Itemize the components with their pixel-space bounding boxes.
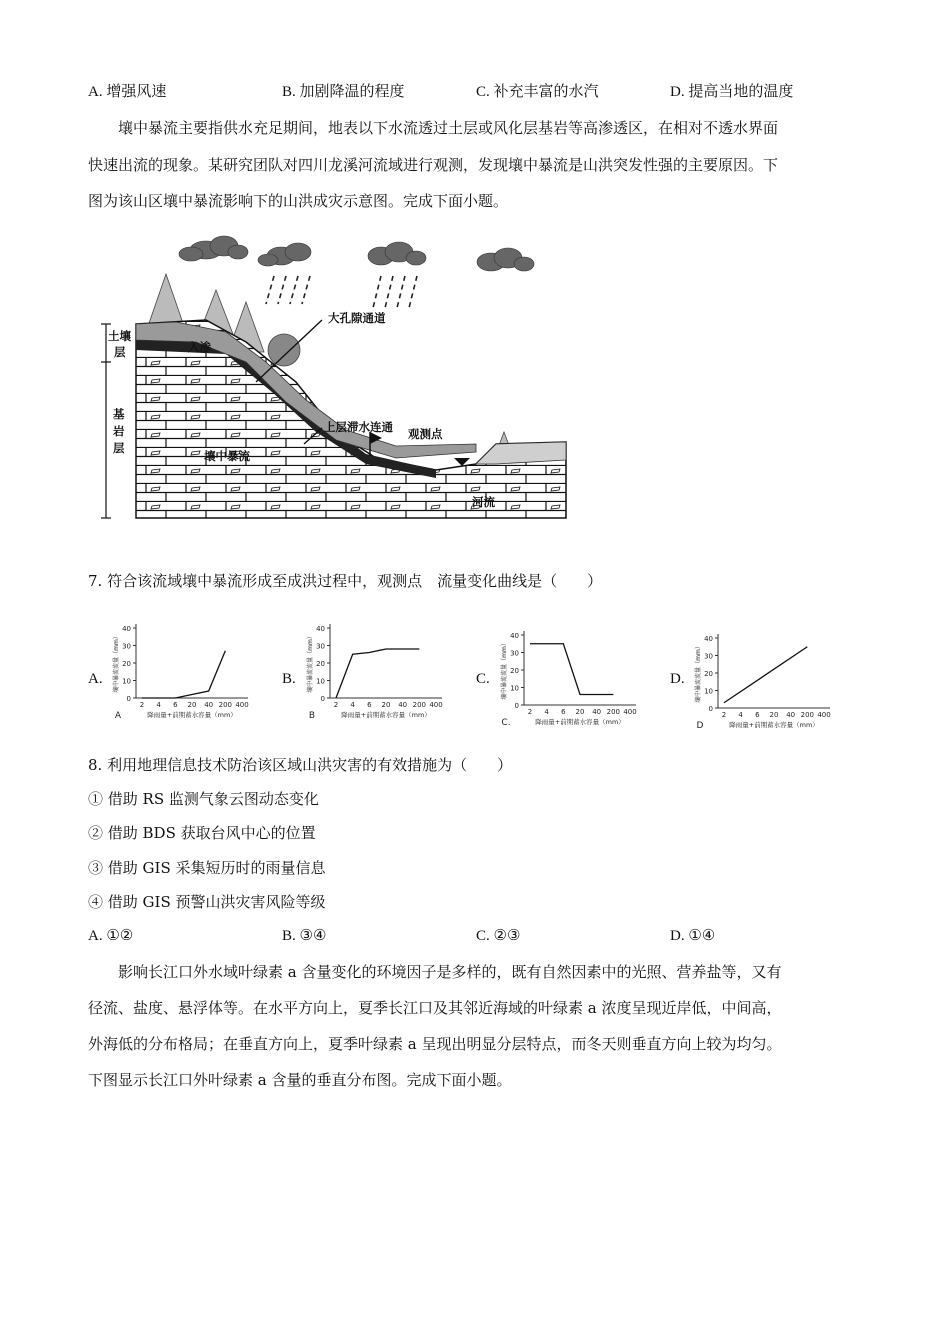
passage2-line3: 外海低的分布格局；在垂直方向上，夏季叶绿素 a 呈现出明显分层特点，而冬天则垂直方向上较为均匀。 <box>88 1035 782 1053</box>
x-tick-label: 20 <box>769 711 779 719</box>
q8-item-3: ③ 借助 GIS 采集短历时的雨量信息 <box>88 859 326 877</box>
y-tick-label: 10 <box>122 677 131 686</box>
label-observation: 观测点 <box>408 427 443 441</box>
x-tick-label: 2 <box>333 701 339 709</box>
passage2-line2: 径流、盐度、悬浮体等。在水平方向上，夏季长江口及其邻近海域的叶绿素 a 浓度呈现近岸低，中间高， <box>88 999 782 1017</box>
mini-chart-c <box>494 627 644 736</box>
y-tick-label: 10 <box>704 687 713 696</box>
chart-a-svg <box>106 620 256 725</box>
y-tick-label: 20 <box>122 660 131 668</box>
chart-c-svg <box>494 627 644 732</box>
y-tick-label: 0 <box>126 695 131 703</box>
x-tick-label: 20 <box>575 708 585 716</box>
x-tick-label: 200 <box>606 708 621 716</box>
q6-option-c[interactable]: C. 补充丰富的水汽 <box>476 84 599 100</box>
series-line <box>724 647 807 703</box>
x-tick-label: 2 <box>527 708 533 716</box>
q8-item-2: ② 借助 BDS 获取台风中心的位置 <box>88 824 316 842</box>
x-tick-label: 200 <box>218 701 233 709</box>
y-tick-label: 0 <box>320 695 325 703</box>
y-tick-label: 20 <box>704 670 713 678</box>
x-tick-label: 200 <box>800 711 815 719</box>
mini-chart-a <box>106 620 256 729</box>
y-tick-label: 30 <box>510 649 519 658</box>
q8-item-1: ① 借助 RS 监测气象云图动态变化 <box>88 790 319 808</box>
x-tick-label: 6 <box>755 711 760 719</box>
q8-option-d[interactable]: D. ①④ <box>670 928 716 944</box>
panel-letter: A <box>114 711 122 721</box>
q7-option-a[interactable]: A. <box>88 671 103 687</box>
x-tick-label: 4 <box>544 708 549 716</box>
y-tick-label: 20 <box>510 667 519 675</box>
y-axis-label: 壤中暴流流量（mm） <box>501 640 508 700</box>
passage1-line2: 快速出流的现象。某研究团队对四川龙溪河流域进行观测，发现壤中暴流是山洪突发性强的主要原因。下 <box>88 156 779 174</box>
rain-icon <box>266 276 417 308</box>
label-bedrock-1: 基 <box>113 407 125 421</box>
panel-letter: C. <box>501 718 511 728</box>
x-tick-label: 2 <box>139 701 145 709</box>
label-soil-1: 土壤 <box>108 329 131 343</box>
label-infiltration: 入渗 <box>188 340 211 354</box>
q7-option-c[interactable]: C. <box>476 671 490 687</box>
y-tick-label: 30 <box>316 642 325 651</box>
q7-option-b[interactable]: B. <box>282 671 296 687</box>
label-bedrock-2: 岩 <box>113 424 125 438</box>
panel-letter: B <box>308 711 316 721</box>
q8-option-c[interactable]: C. ②③ <box>476 928 521 944</box>
y-tick-label: 40 <box>704 635 713 643</box>
y-tick-label: 10 <box>316 677 325 686</box>
q8-option-b[interactable]: B. ③④ <box>282 928 327 944</box>
y-axis-label: 壤中暴流流量（mm） <box>113 633 120 693</box>
passage1-line3: 图为该山区壤中暴流影响下的山洪成灾示意图。完成下面小题。 <box>88 192 509 210</box>
y-tick-label: 40 <box>316 625 325 633</box>
x-tick-label: 200 <box>412 701 427 709</box>
x-axis-label: 降雨量+前期蓄水容量（mm） <box>341 711 431 719</box>
passage1-line1: 壤中暴流主要指供水充足期间，地表以下水流透过土层或风化层基岩等高渗透区，在相对不透水界面 <box>118 119 779 137</box>
label-bedrock-3: 层 <box>113 441 125 455</box>
q8-stem: 8. 利用地理信息技术防治该区域山洪灾害的有效措施为（ ） <box>88 756 513 774</box>
passage2-line1: 影响长江口外水域叶绿素 a 含量变化的环境因子是多样的，既有自然因素中的光照、营养盐等，又有 <box>118 963 782 981</box>
label-river: 河流 <box>472 495 495 509</box>
x-tick-label: 2 <box>721 711 727 719</box>
cloud-icon <box>179 236 534 271</box>
label-soil-2: 层 <box>114 345 126 359</box>
x-axis-label: 降雨量+前期蓄水容量（mm） <box>535 718 625 726</box>
series-line <box>336 649 419 698</box>
x-tick-label: 4 <box>738 711 743 719</box>
x-tick-label: 400 <box>429 701 443 709</box>
x-tick-label: 400 <box>623 708 637 716</box>
q8-item-4: ④ 借助 GIS 预警山洪灾害风险等级 <box>88 893 326 911</box>
y-tick-label: 20 <box>316 660 325 668</box>
x-tick-label: 6 <box>367 701 372 709</box>
y-axis-label: 壤中暴流流量（mm） <box>307 633 314 693</box>
q6-option-d[interactable]: D. 提高当地的温度 <box>670 84 794 100</box>
mini-chart-d <box>688 630 838 739</box>
q6-option-b[interactable]: B. 加剧降温的程度 <box>282 84 405 100</box>
y-tick-label: 40 <box>122 625 131 633</box>
q7-option-d[interactable]: D. <box>670 671 685 687</box>
y-axis-label: 壤中暴流流量（mm） <box>695 643 702 703</box>
y-tick-label: 30 <box>704 652 713 661</box>
series-line <box>142 651 225 698</box>
x-tick-label: 400 <box>235 701 249 709</box>
chart-d-svg <box>688 630 838 735</box>
label-macropore: 大孔隙通道 <box>328 311 386 325</box>
x-axis-label: 降雨量+前期蓄水容量（mm） <box>147 711 237 719</box>
x-tick-label: 40 <box>398 701 408 709</box>
y-tick-label: 0 <box>708 705 713 713</box>
x-tick-label: 6 <box>561 708 566 716</box>
x-tick-label: 4 <box>350 701 355 709</box>
q7-stem: 7. 符合该流域壤中暴流形成至成洪过程中，观测点 流量变化曲线是（ ） <box>88 572 603 590</box>
x-tick-label: 40 <box>204 701 214 709</box>
mini-chart-b <box>300 620 450 729</box>
panel-letter: D <box>696 721 704 731</box>
q6-option-a[interactable]: A. 增强风速 <box>88 84 167 100</box>
q8-option-a[interactable]: A. ①② <box>88 928 134 944</box>
x-tick-label: 400 <box>817 711 831 719</box>
label-subsurface-flow: 壤中暴流 <box>204 449 250 463</box>
chart-b-svg <box>300 620 450 725</box>
x-tick-label: 40 <box>592 708 602 716</box>
series-line <box>530 644 613 695</box>
y-tick-label: 30 <box>122 642 131 651</box>
x-tick-label: 4 <box>156 701 161 709</box>
y-tick-label: 0 <box>514 702 519 710</box>
x-tick-label: 6 <box>173 701 178 709</box>
x-tick-label: 40 <box>786 711 796 719</box>
x-axis-label: 降雨量+前期蓄水容量（mm） <box>729 721 819 729</box>
label-perched: 上层滞水连通 <box>324 420 393 434</box>
flood-diagram <box>96 232 576 524</box>
x-tick-label: 20 <box>381 701 391 709</box>
y-tick-label: 40 <box>510 632 519 640</box>
passage2-line4: 下图显示长江口外叶绿素 a 含量的垂直分布图。完成下面小题。 <box>88 1071 512 1089</box>
x-tick-label: 20 <box>187 701 197 709</box>
y-tick-label: 10 <box>510 684 519 693</box>
